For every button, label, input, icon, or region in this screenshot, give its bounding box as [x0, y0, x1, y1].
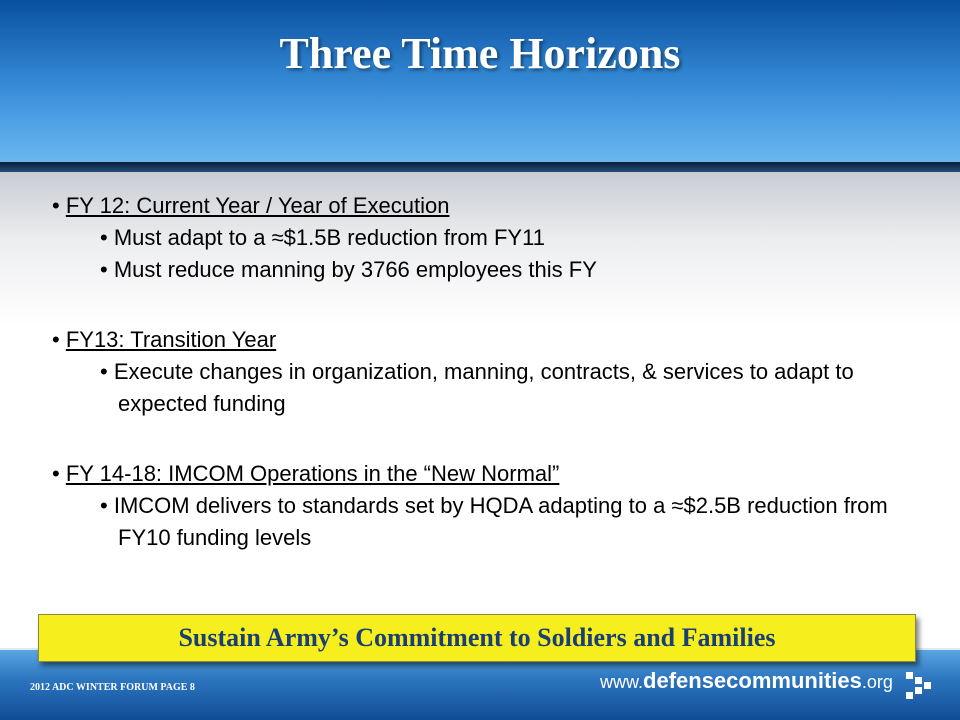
website-suffix: .org [861, 672, 893, 692]
bullet-item: • Execute changes in organization, manning, contracts, & services to adapt to expected funding [100, 359, 854, 416]
bullet-list [52, 190, 932, 554]
section-heading-fy14-18: • FY 14-18: IMCOM Operations in the “New Normal” [52, 461, 560, 486]
bullet-item: • IMCOM delivers to standards set by HQDA adapting to a ≈$2.5B reduction from FY10 funding levels [100, 493, 888, 550]
section-heading-fy13: • FY13: Transition Year [52, 327, 277, 352]
commitment-banner: Sustain Army’s Commitment to Soldiers and Families [38, 614, 916, 662]
website-name: defensecommunities [643, 668, 862, 693]
footer-page-label: 2012 ADC WINTER FORUM PAGE 8 [30, 682, 195, 693]
website-logo [600, 668, 893, 694]
section-heading-fy12: • FY 12: Current Year / Year of Execution [52, 193, 450, 218]
website-prefix: www. [600, 672, 644, 692]
logo-squares-icon [906, 672, 932, 700]
bullet-item: • Must reduce manning by 3766 employees this FY [100, 257, 597, 282]
slide-title: Three Time Horizons [279, 29, 681, 78]
header-divider [0, 162, 960, 172]
bullet-item: • Must adapt to a ≈$1.5B reduction from FY11 [100, 225, 545, 250]
header-bar [0, 0, 960, 162]
